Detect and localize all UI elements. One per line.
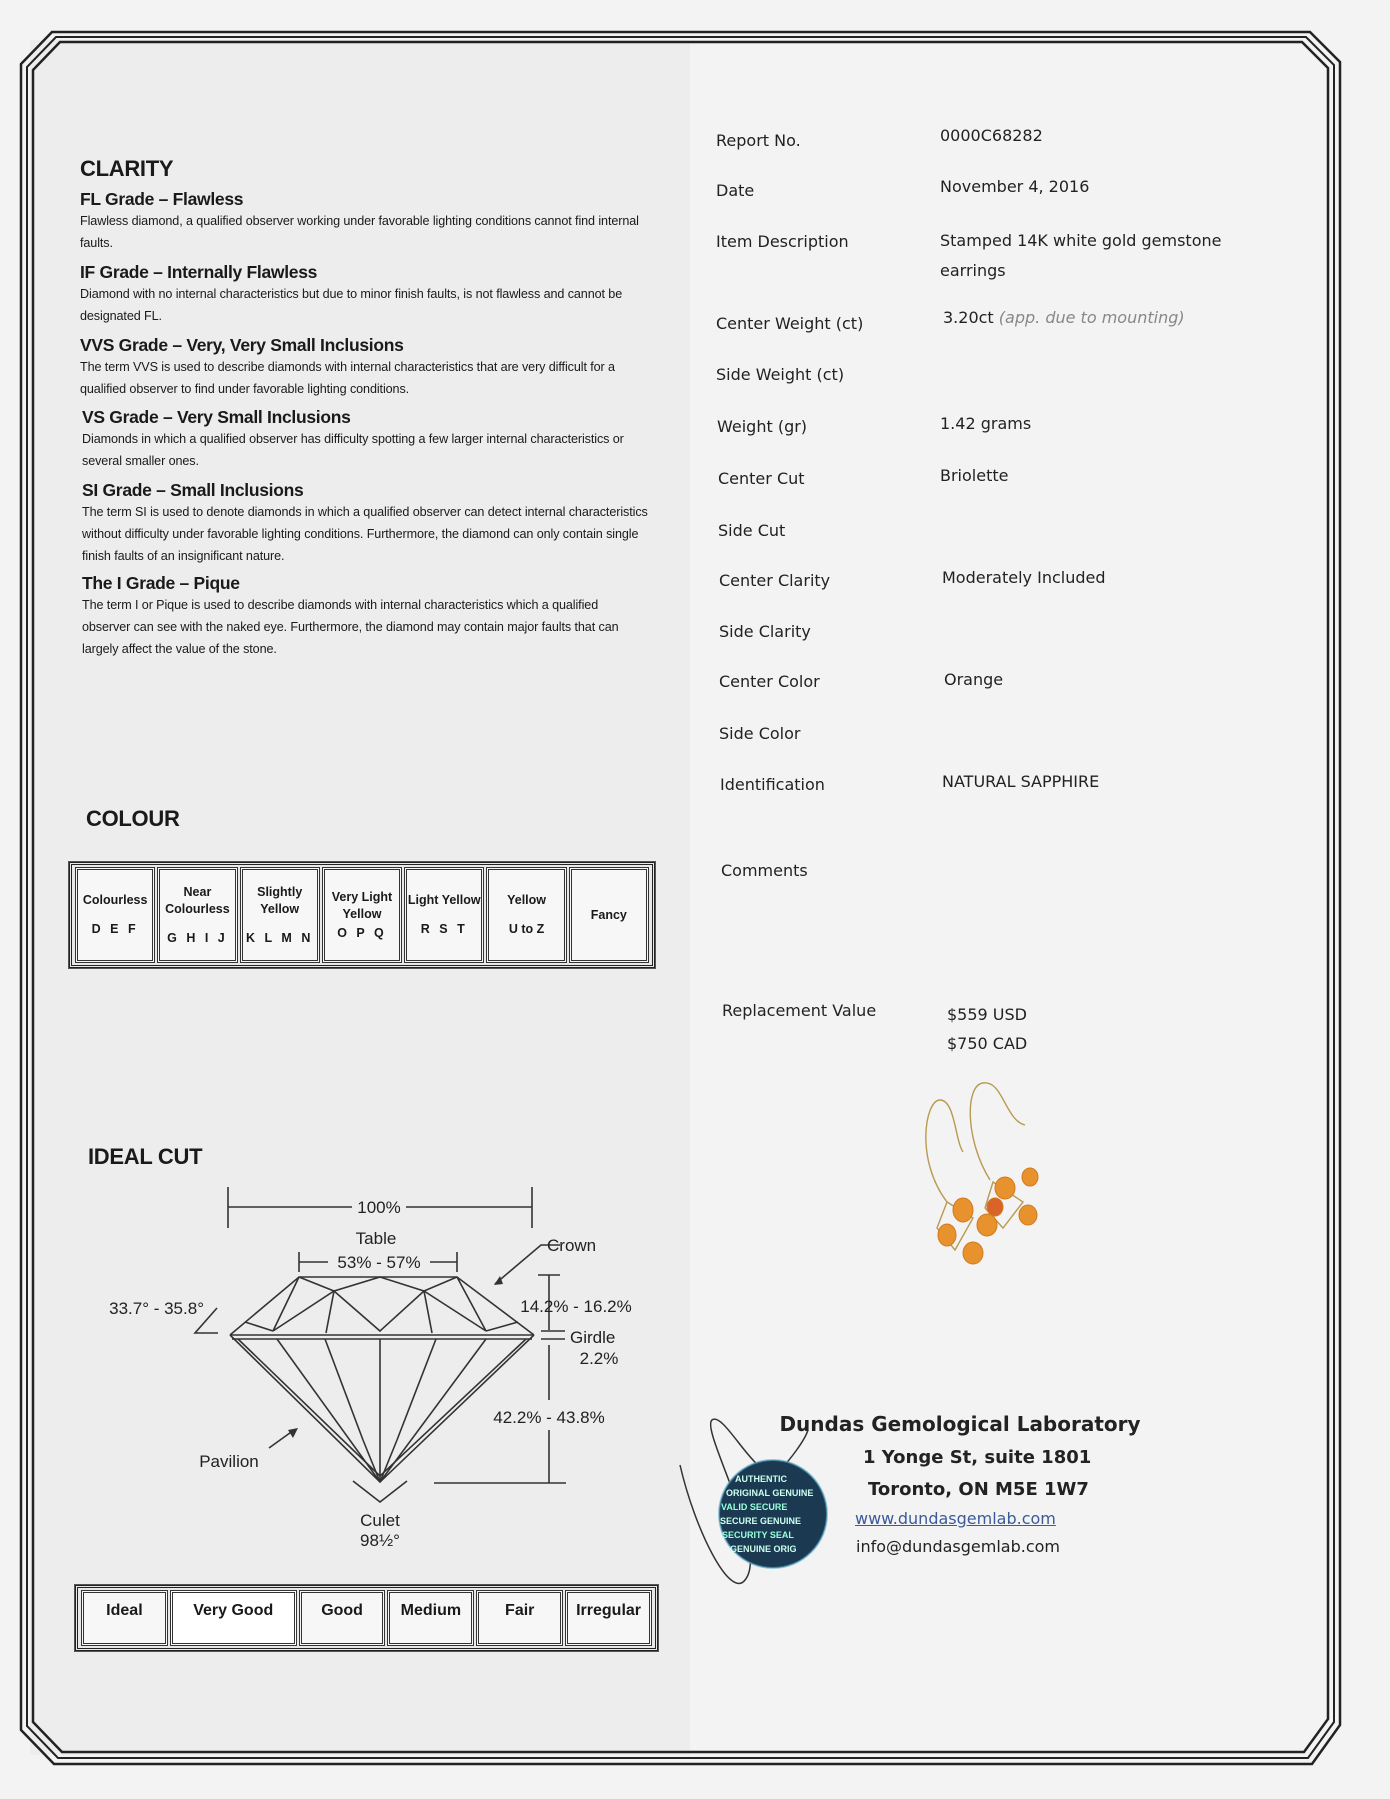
pavilion-label: Pavilion	[199, 1452, 259, 1471]
field-value: Moderately Included	[942, 568, 1106, 587]
grade-heading: VVS Grade – Very, Very Small Inclusions	[80, 335, 404, 355]
field-label: Side Clarity	[719, 622, 811, 641]
lab-name: Dundas Gemological Laboratory	[779, 1412, 1141, 1436]
colour-name: Near Colourless	[165, 884, 230, 916]
colour-name: Very Light Yellow	[331, 889, 393, 921]
girdle-value: 2.2%	[579, 1349, 619, 1368]
field-value: Orange	[944, 670, 1004, 689]
replacement-values	[947, 1000, 1277, 1058]
colour-code: O P Q	[337, 925, 387, 940]
cut-cell: Irregular	[565, 1590, 652, 1646]
culet-angle-label: 98½°	[360, 1531, 400, 1550]
field-label: Weight (gr)	[717, 417, 808, 436]
field-label: Center Weight (ct)	[716, 314, 864, 333]
culet-label: Culet	[360, 1511, 400, 1530]
grade-body: The term VVS is used to describe diamonds with internal characteristics that are very difficult for a qualified observer to find under favorable lighting conditions.	[80, 360, 615, 396]
table-range-label: 53% - 57%	[337, 1253, 421, 1272]
grade-body: The term SI is used to denote diamonds in which a qualified observer can detect internal characteristics without difficulty under favorable lighting conditions. Furthermore, the diamond can only contain single finish faults of an insignificant nature.	[82, 505, 648, 563]
cut-grade-table	[75, 1585, 658, 1651]
field-label: Side Color	[719, 724, 801, 743]
clarity-title: CLARITY	[80, 156, 174, 181]
field-value	[943, 306, 1323, 330]
colour-name: Slightly Yellow	[257, 884, 303, 916]
replacement-usd: $559 USD	[947, 1005, 1027, 1024]
earrings-photo	[895, 1080, 1075, 1270]
replacement-cad: $750 CAD	[947, 1034, 1028, 1053]
security-seal	[660, 1410, 860, 1600]
colour-name: Colourless	[82, 893, 148, 907]
field-label: Date	[716, 181, 755, 200]
grade-heading: The I Grade – Pique	[82, 573, 240, 593]
cut-cell: Fair	[476, 1590, 563, 1646]
colour-name: Yellow	[507, 893, 546, 907]
svg-text:GENUINE ORIG: GENUINE ORIG	[730, 1544, 797, 1554]
lab-website-link[interactable]: www.dundasgemlab.com	[855, 1509, 1056, 1528]
grade-body: Flawless diamond, a qualified observer working under favorable lighting conditions cannot find internal faults.	[80, 214, 639, 250]
girdle-label: Girdle	[570, 1328, 616, 1347]
grade-body: Diamonds in which a qualified observer has difficulty spotting a few larger internal characteristics or several smaller ones.	[82, 432, 624, 468]
cut-cell: Good	[299, 1590, 386, 1646]
cut-cell: Medium	[387, 1590, 474, 1646]
colour-code: K L M N	[246, 930, 314, 945]
svg-text:AUTHENTIC: AUTHENTIC	[735, 1474, 787, 1484]
svg-text:SECURITY SEAL: SECURITY SEAL	[722, 1530, 794, 1540]
replacement-value-label: Replacement Value	[722, 1001, 877, 1020]
lab-address-line2: Toronto, ON M5E 1W7	[868, 1479, 1089, 1500]
center-weight-value: 3.20ct	[943, 308, 994, 327]
colour-code: R S T	[420, 922, 468, 936]
ideal-cut-title: IDEAL CUT	[88, 1144, 203, 1169]
field-value: 0000C68282	[940, 126, 1043, 145]
colour-title: COLOUR	[86, 806, 180, 831]
field-label: Side Weight (ct)	[716, 365, 845, 384]
grade-heading: VS Grade – Very Small Inclusions	[82, 407, 351, 427]
colour-code: U to Z	[508, 922, 545, 936]
field-value: 1.42 grams	[940, 414, 1032, 433]
field-value: Stamped 14K white gold gemstone earrings	[940, 231, 1222, 280]
cut-cell: Ideal	[81, 1590, 168, 1646]
svg-text:ORIGINAL GENUINE: ORIGINAL GENUINE	[726, 1488, 814, 1498]
colour-name: Fancy	[590, 907, 627, 922]
cut-cell-selected: Very Good	[170, 1590, 297, 1646]
grade-heading: FL Grade – Flawless	[80, 189, 244, 209]
lab-address-line1: 1 Yonge St, suite 1801	[863, 1447, 1092, 1468]
colour-code: G H I J	[167, 930, 228, 945]
grade-heading: SI Grade – Small Inclusions	[82, 480, 304, 500]
crown-label: Crown	[547, 1236, 597, 1255]
svg-text:VALID SECURE: VALID SECURE	[721, 1502, 788, 1512]
grade-body: Diamond with no internal characteristics but due to minor finish faults, is not flawless and cannot be designated FL.	[80, 287, 623, 323]
pavilion-depth-label: 42.2% - 43.8%	[493, 1408, 605, 1427]
field-value: NATURAL SAPPHIRE	[942, 772, 1100, 791]
colour-code: D E F	[91, 922, 139, 936]
field-label: Report No.	[716, 131, 801, 150]
field-label: Center Color	[719, 672, 820, 691]
svg-text:SECURE GENUINE: SECURE GENUINE	[720, 1516, 802, 1526]
field-label: Item Description	[716, 232, 849, 251]
comments-label: Comments	[721, 861, 808, 880]
colour-name: Light Yellow	[407, 893, 481, 907]
grade-body: The term I or Pique is used to describe diamonds with internal characteristics which a qualified observer can see with the naked eye. Furthermore, the diamond may contain major faults that can largely affect the value of the stone.	[82, 598, 619, 656]
total-width-label: 100%	[357, 1198, 401, 1217]
field-value: November 4, 2016	[940, 177, 1090, 196]
table-label: Table	[355, 1229, 397, 1248]
crown-angle-label: 33.7° - 35.8°	[109, 1299, 204, 1318]
field-label: Center Cut	[718, 469, 805, 488]
field-value: Briolette	[940, 466, 1009, 485]
field-label: Identification	[720, 775, 825, 794]
grade-heading: IF Grade – Internally Flawless	[80, 262, 318, 282]
center-weight-note: (app. due to mounting)	[998, 308, 1185, 327]
field-label: Side Cut	[718, 521, 786, 540]
lab-email: info@dundasgemlab.com	[856, 1537, 1060, 1556]
field-label: Center Clarity	[719, 571, 831, 590]
crown-height-label: 14.2% - 16.2%	[520, 1297, 632, 1316]
